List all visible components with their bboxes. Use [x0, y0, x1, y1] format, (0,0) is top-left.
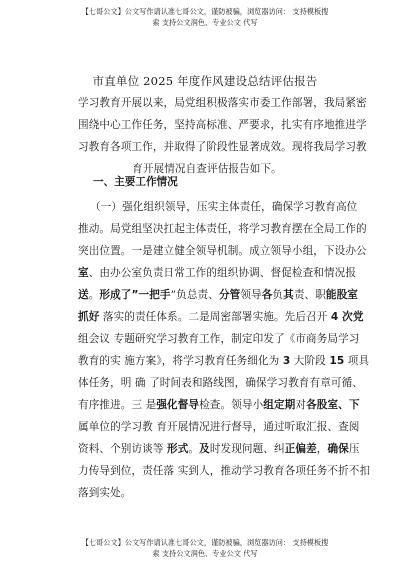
paragraph-line [78, 262, 357, 284]
paragraph-line [78, 328, 360, 350]
text-run: 对 [295, 399, 307, 411]
bold-text-run: 3 [282, 355, 291, 367]
text-run: 领导 [240, 289, 262, 301]
text-run: 项具 [344, 355, 370, 367]
paragraph-line [78, 416, 360, 438]
text-run: 突出位置。一是建立健全领导机制。成立领导小组，下设办公 [78, 245, 367, 257]
text-run: 推动。局党组坚决扛起主体责任，将学习教育摆在全局工作的 [78, 223, 367, 235]
paragraph-line [78, 460, 371, 482]
paragraph-line [78, 438, 360, 460]
paragraph-line [78, 218, 367, 240]
header-notice [0, 6, 410, 28]
paragraph-line [78, 240, 367, 262]
footer-notice-line-2: 索 支持公文润色、专业公文 代写 [152, 549, 258, 558]
text-run: 检查。领导小 [199, 399, 264, 411]
bold-text-run: 15 [329, 355, 345, 367]
text-run: ， [316, 443, 328, 455]
text-run: 责、职 [293, 289, 326, 301]
text-run: 。 [188, 443, 200, 455]
paragraph-line [78, 284, 359, 306]
text-run: 。 [88, 289, 100, 301]
text-run: 大阶段 [290, 355, 330, 367]
intro-line: 围绕中心工作任务，坚持高标准、严要求，扎实有序地推进学 [78, 119, 367, 131]
footer-notice [0, 537, 410, 559]
text-run: 负 [272, 289, 284, 301]
paragraph-line [78, 350, 370, 372]
text-run: 属单位的学习教 育开展情况进行督导，通过听取汇报、查阅 [78, 421, 360, 433]
bold-text-run: 能股室 [325, 289, 359, 301]
text-run: ”负总责、 [170, 289, 219, 301]
paragraph-line [78, 394, 360, 416]
header-notice-line-2: 索 支持公文润色、专业公文 代写 [152, 18, 258, 27]
paragraph-line [78, 482, 336, 504]
text-run: 组会议 专题研究学习教育工作，制定印发了《市商务局学习 [78, 333, 360, 345]
text-run: 教育的实 施方案》，将学习教育任务细化为 [78, 355, 283, 367]
footer-notice-line-1: 【七哥公文】公文写作请认准七哥公文，谨防被骗，浏览器访问： 支持模板搜 [81, 538, 329, 547]
paragraph-line [78, 196, 358, 218]
body-paragraph [78, 196, 371, 504]
text-run: （一）强化组织领导，压实主体责任，确保学习教育高位 [90, 201, 358, 213]
intro-line: 育开展情况自查评估报告如下。 [132, 163, 282, 175]
bold-text-run: 各股室、下 [306, 399, 360, 411]
bold-text-run: 形成了”一把手 [99, 289, 171, 301]
bold-text-run: 组定期 [263, 399, 296, 411]
bold-text-run: 正偏差 [284, 443, 317, 455]
text-run: 有序推进。三 是 [78, 399, 157, 411]
document-title: 市直单位 2025 年度作风建设总结评估报告 [92, 74, 318, 88]
bold-text-run: 室 [78, 267, 89, 279]
paragraph-line [78, 372, 363, 394]
bold-text-run: 4 次党 [330, 311, 364, 323]
text-run: 落到实处。 [78, 487, 132, 499]
section-heading: 一、主要工作情况 [93, 176, 178, 188]
text-run: 体任务，明 确 了时间表和路线图，确保学习教育有章可循、 [78, 377, 363, 389]
text-run: 时发现问题、纠 [209, 443, 285, 455]
intro-paragraph [78, 92, 367, 180]
text-run: 力传导到位，责任落 实到人，推动学习教育各项任务不折不扣 [78, 465, 371, 477]
bold-text-run: 其 [283, 289, 294, 301]
bold-text-run: 确保 [327, 443, 349, 455]
text-run: 资料、个别访谈等 [78, 443, 168, 455]
bold-text-run: 各 [261, 289, 273, 301]
paragraph-line [78, 306, 364, 328]
intro-line: 学习教育开展以来，局党组积极落实市委工作部署，我局紧密 [78, 97, 367, 109]
intro-line: 习教育各项工作，并取得了阶段性显著成效。现将我局学习教 [78, 141, 367, 153]
bold-text-run: 抓好 [78, 311, 100, 323]
header-notice-line-1: 【七哥公文】公文写作请认准七哥公文，谨防被骗，浏览器访问： 支持模板搜 [81, 7, 329, 16]
bold-text-run: 送 [78, 289, 89, 301]
bold-text-run: 及 [199, 443, 210, 455]
bold-text-run: 分管 [218, 289, 241, 301]
text-run: 落实的责任体系。二是周密部署实施。先后召开 [99, 311, 331, 323]
bold-text-run: 形式 [167, 443, 189, 455]
text-run: 压 [348, 443, 360, 455]
bold-text-run: 强化督导 [156, 399, 200, 411]
text-run: 、由办公室负责日常工作的组织协调、督促检查和情况报 [88, 267, 357, 279]
